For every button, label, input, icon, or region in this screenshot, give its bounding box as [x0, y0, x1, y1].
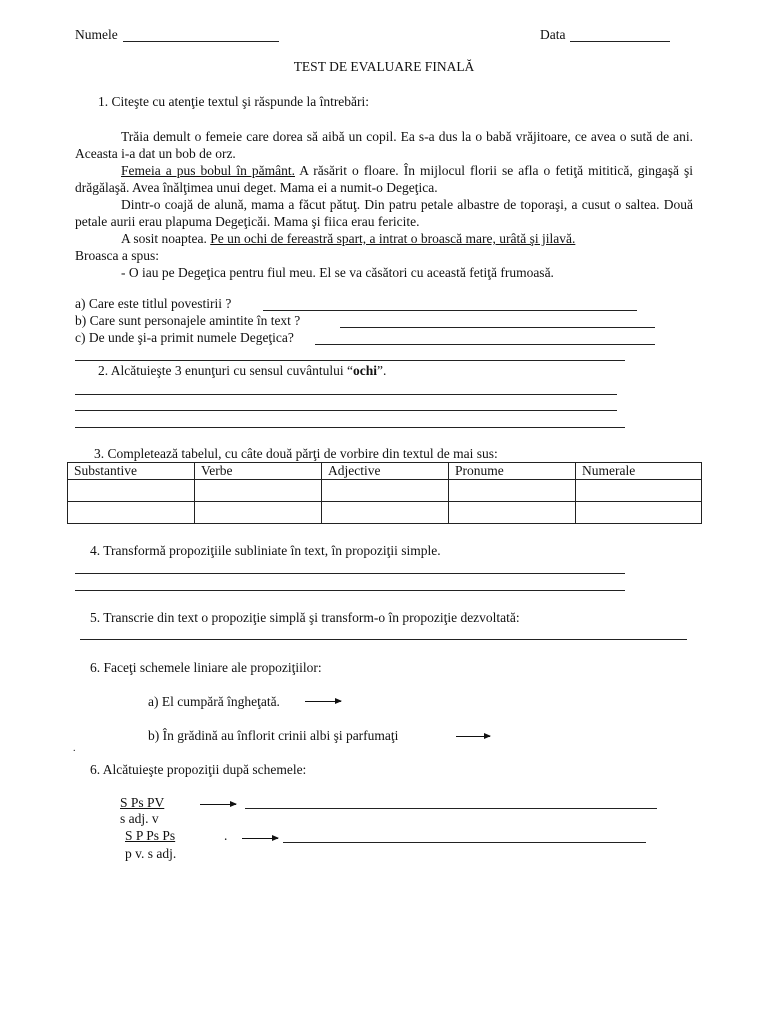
q2-label [98, 363, 386, 379]
q7-label: 6. Alcătuieşte propoziţii după schemele: [90, 762, 307, 777]
date-field-line[interactable] [570, 41, 670, 42]
answer-line[interactable] [75, 394, 617, 395]
answer-c-line-2[interactable] [75, 360, 625, 361]
q4-label: 4. Transformă propoziţiile subliniate în text, în propoziţii simple. [90, 543, 441, 558]
schema-1-answer-line[interactable] [245, 808, 657, 809]
schema-2: S P Ps Ps [125, 828, 176, 843]
story-paragraph-1: Trăia demult o femeie care dorea să aibă un copil. Ea s-a dus la o babă vrăjitoare, ce avea o sută de ani. Aceasta i-a dat un bob de orz. [75, 129, 693, 161]
schema-1: S Ps PV [120, 795, 165, 810]
schema-2-answer-line[interactable] [283, 842, 646, 843]
stray-dot: . [73, 743, 76, 754]
question-b: b) Care sunt personajele amintite în text ? [75, 313, 301, 328]
table-row [68, 480, 702, 502]
table-cell[interactable] [576, 502, 702, 524]
date-label: Data [540, 27, 566, 42]
question-a: a) Care este titlul povestirii ? [75, 296, 232, 311]
column-header-substantive: Substantive [68, 463, 195, 480]
schema-2-dot: . [224, 828, 228, 843]
answer-line[interactable] [80, 639, 687, 640]
q6-label: 6. Faceţi schemele liniare ale propoziţiilor: [90, 660, 322, 675]
table-cell[interactable] [195, 480, 322, 502]
table-cell[interactable] [68, 502, 195, 524]
story-paragraph-3: Dintr-o coajă de alună, mama a făcut pătuţ. Din patru petale albastre de toporaşi, a cusut o saltea. Două petale aurii erau plapuma Degeţicăi. Mama şi fiica erau fericite. [75, 197, 693, 229]
name-field-line[interactable] [123, 41, 279, 42]
answer-line[interactable] [75, 427, 625, 428]
test-title: TEST DE EVALUARE FINALĂ [293, 59, 475, 74]
answer-line[interactable] [75, 410, 617, 411]
table-cell[interactable] [322, 502, 449, 524]
q2-end: ”. [376, 363, 387, 378]
story-paragraph-4-start: A sosit noaptea. [121, 231, 207, 246]
schema-2-sublabels: p v. s adj. [125, 846, 177, 861]
arrow-icon [305, 701, 341, 702]
column-header-adjective: Adjective [322, 463, 449, 480]
q2-bold-word: ochi [352, 363, 377, 378]
arrow-icon [200, 804, 236, 805]
column-header-verbe: Verbe [195, 463, 322, 480]
table-cell[interactable] [195, 502, 322, 524]
table-cell[interactable] [322, 480, 449, 502]
table-cell[interactable] [449, 502, 576, 524]
answer-b-line[interactable] [340, 327, 655, 328]
answer-line[interactable] [75, 590, 625, 591]
story-paragraph-4-end: Broasca a spus: [75, 248, 159, 263]
story-dialogue: - O iau pe Degeţica pentru fiul meu. El se va căsători cu această fetiţă frumoasă. [121, 265, 554, 280]
table-cell[interactable] [68, 480, 195, 502]
underlined-sentence-1: Femeia a pus bobul în pământ. [121, 163, 295, 178]
answer-line[interactable] [75, 573, 625, 574]
column-header-numerale: Numerale [576, 463, 702, 480]
answer-c-line[interactable] [315, 344, 655, 345]
story-paragraph-2-rest: A răsărit o floare. În mijlocul florii se afla o fetiţă mititică, gingaşă şi drăgălaşă. Avea înălţimea unui deget. Mama ei a numit-o Degeţica. [75, 163, 694, 195]
table-row [68, 502, 702, 524]
table-header-row [68, 463, 702, 480]
question-c: c) De unde şi-a primit numele Degeţica? [75, 330, 294, 345]
underlined-sentence-2: Pe un ochi de fereastră spart, a intrat o broască mare, urâtă şi jilavă. [210, 231, 576, 246]
q5-label: 5. Transcrie din text o propoziţie simplă şi transform-o în propoziţie dezvoltată: [90, 610, 520, 625]
arrow-icon [242, 838, 278, 839]
arrow-icon [456, 736, 490, 737]
q1-label: 1. Citeşte cu atenţie textul şi răspunde la întrebări: [98, 94, 370, 109]
q6-sentence-a: a) El cumpără îngheţată. [148, 694, 280, 709]
name-label: Numele [75, 27, 118, 42]
table-cell[interactable] [449, 480, 576, 502]
q2-text: 2. Alcătuieşte 3 enunţuri cu sensul cuvântului “ [98, 363, 353, 378]
column-header-pronume: Pronume [449, 463, 576, 480]
q6-sentence-b: b) În grădină au înflorit crinii albi şi parfumaţi [148, 728, 399, 743]
story-paragraph-4 [75, 230, 693, 247]
answer-a-line[interactable] [263, 310, 637, 311]
story-paragraph-2 [75, 162, 693, 196]
parts-of-speech-table [67, 462, 702, 524]
table-cell[interactable] [576, 480, 702, 502]
schema-1-sublabels: s adj. v [120, 811, 159, 826]
q3-label: 3. Completează tabelul, cu câte două părţi de vorbire din textul de mai sus: [94, 446, 498, 461]
